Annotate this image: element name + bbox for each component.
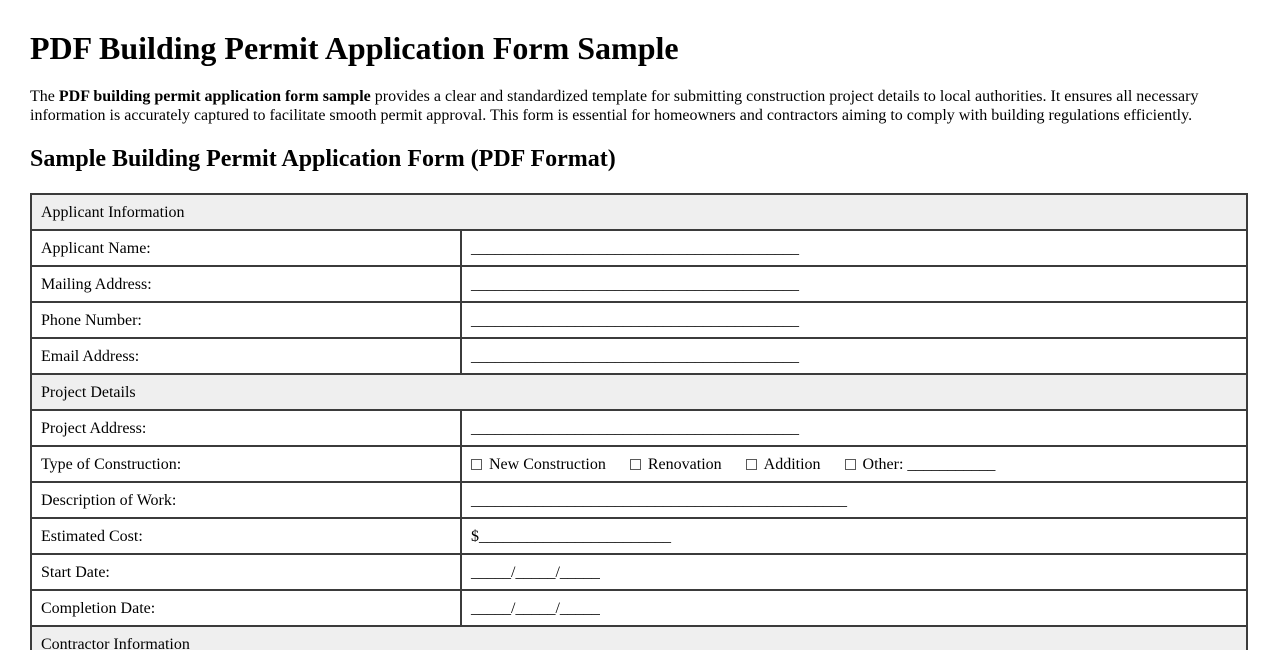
section-header-contractor-information: Contractor Information xyxy=(31,626,1247,650)
checkbox-icon[interactable] xyxy=(471,459,482,470)
option-addition xyxy=(746,456,821,473)
email-address-blank-line: _________________________________________ xyxy=(471,348,799,366)
section-header-row xyxy=(31,374,1247,410)
intro-rest: provides a clear and standardized template for submitting construction project details to local authorities. It ensures all necessary information is accurately captured to facilitate smooth permit approval. This form is essential for homeowners and contractors aiming to comply with building regulations efficiently. xyxy=(30,87,1199,124)
option-label: Addition xyxy=(763,456,821,474)
option-new-construction xyxy=(471,456,606,473)
phone-number-blank-line: _________________________________________ xyxy=(471,312,799,330)
form-subtitle: Sample Building Permit Application Form (PDF Format) xyxy=(30,145,616,172)
table-row xyxy=(31,446,1247,482)
checkbox-icon[interactable] xyxy=(845,459,856,470)
section-header-applicant-information: Applicant Information xyxy=(31,194,1247,230)
description-of-work-blank-line: _______________________________________________ xyxy=(471,492,847,510)
table-row xyxy=(31,554,1247,590)
table-row xyxy=(31,518,1247,554)
row-label-description-of-work: Description of Work: xyxy=(31,482,461,518)
section-header-row xyxy=(31,194,1247,230)
table-row xyxy=(31,230,1247,266)
row-label-completion-date: Completion Date: xyxy=(31,590,461,626)
intro-bold-phrase: PDF building permit application form sample xyxy=(58,87,371,105)
permit-application-table xyxy=(30,193,1248,650)
option-label: Renovation xyxy=(647,456,722,474)
intro-paragraph xyxy=(30,88,1248,126)
table-row xyxy=(31,482,1247,518)
row-label-type-of-construction: Type of Construction: xyxy=(31,446,461,482)
option-other xyxy=(845,456,996,473)
row-label-mailing-address: Mailing Address: xyxy=(31,266,461,302)
other-blank-line: ___________ xyxy=(907,456,996,474)
row-label-email-address: Email Address: xyxy=(31,338,461,374)
row-label-phone-number: Phone Number: xyxy=(31,302,461,338)
table-row xyxy=(31,590,1247,626)
checkbox-icon[interactable] xyxy=(630,459,641,470)
row-label-start-date: Start Date: xyxy=(31,554,461,590)
option-label: Other: xyxy=(862,456,904,474)
intro-prefix: The xyxy=(30,87,59,105)
checkbox-icon[interactable] xyxy=(746,459,757,470)
table-row xyxy=(31,410,1247,446)
start-date-blank-line: _____/_____/_____ xyxy=(471,564,600,582)
option-label: New Construction xyxy=(489,456,606,474)
section-header-project-details: Project Details xyxy=(31,374,1247,410)
table-row xyxy=(31,302,1247,338)
row-label-estimated-cost: Estimated Cost: xyxy=(31,518,461,554)
page-title: PDF Building Permit Application Form Sample xyxy=(30,30,679,66)
mailing-address-blank-line: _________________________________________ xyxy=(471,276,799,294)
row-label-project-address: Project Address: xyxy=(31,410,461,446)
row-label-applicant-name: Applicant Name: xyxy=(31,230,461,266)
currency-prefix: $ xyxy=(471,528,479,546)
project-address-blank-line: _________________________________________ xyxy=(471,420,799,438)
option-renovation xyxy=(630,456,722,473)
table-row xyxy=(31,266,1247,302)
estimated-cost-blank-line: ________________________ xyxy=(479,528,671,546)
table-row xyxy=(31,338,1247,374)
type-of-construction-options xyxy=(461,446,1247,482)
section-header-row xyxy=(31,626,1247,650)
applicant-name-blank-line: _________________________________________ xyxy=(471,240,799,258)
completion-date-blank-line: _____/_____/_____ xyxy=(471,600,600,618)
